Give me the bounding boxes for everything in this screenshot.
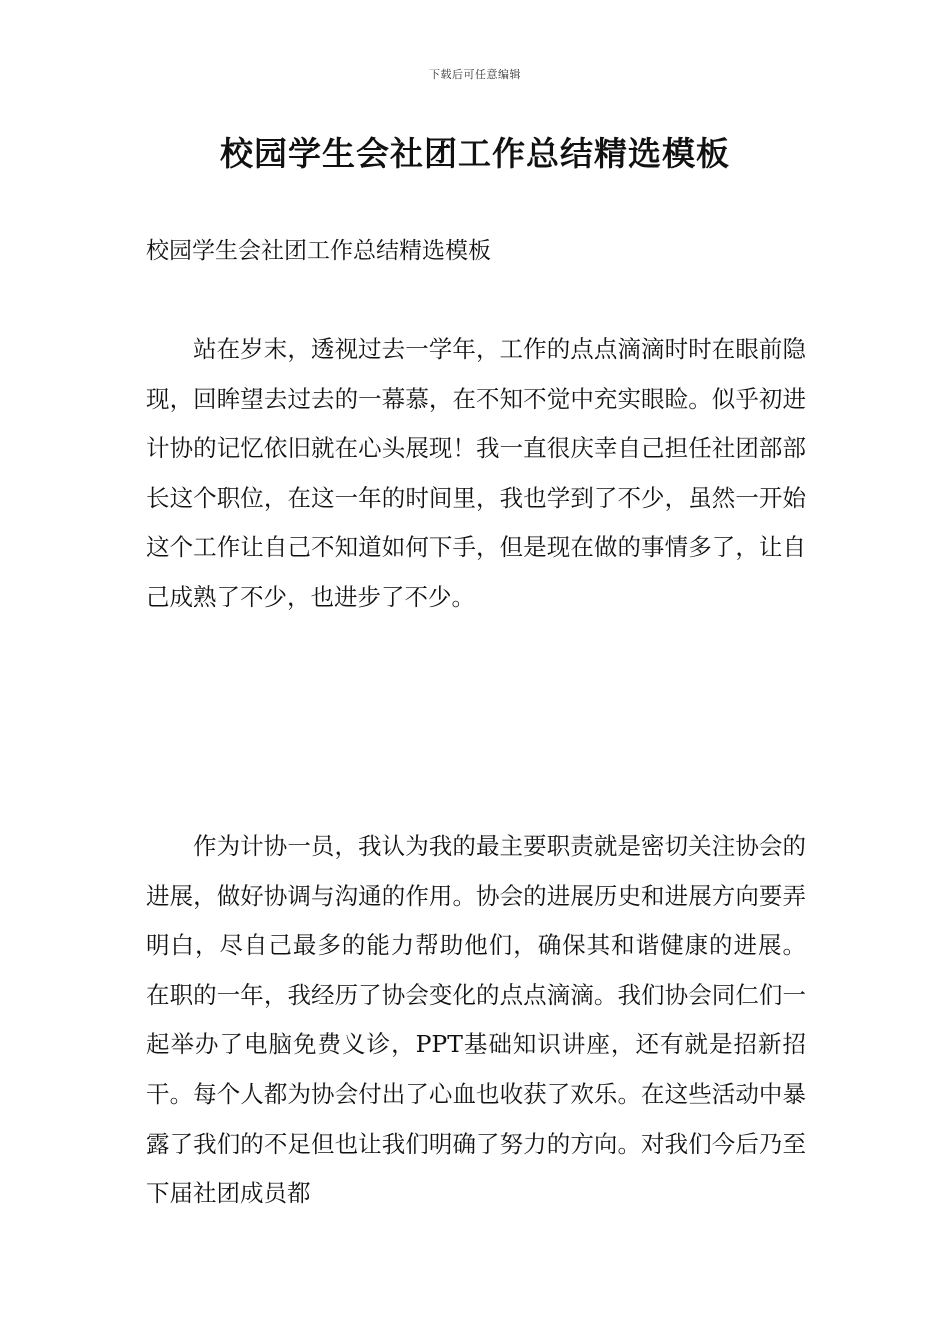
document-subtitle: 校园学生会社团工作总结精选模板 <box>146 238 491 264</box>
document-title: 校园学生会社团工作总结精选模板 <box>220 134 730 173</box>
body-paragraph-1: 站在岁末，透视过去一学年，工作的点点滴滴时时在眼前隐现，回眸望去过去的一幕慕，在不知不觉中充实眼睑。似乎初进计协的记忆依旧就在心头展现！我一直很庆幸自己担任社团部部长这个职位，在这一年的时间里，我也学到了不少，虽然一开始这个工作让自己不知道如何下手，但是现在做的事情多了，让自己成熟了不少，也进步了不少。 <box>146 335 806 611</box>
header-note: 下载后可任意编辑 <box>429 68 521 81</box>
body-paragraph-2: 作为计协一员，我认为我的最主要职责就是密切关注协会的进展，做好协调与沟通的作用。协会的进展历史和进展方向要弄明白，尽自己最多的能力帮助他们，确保其和谐健康的进展。 在职的一年，我经历了协会变化的点点滴滴。我们协会同仁们一起举办了电脑免费义诊，PPT基础知识讲座，还有就是招新招干。每个人都为协会付出了心血也收获了欢乐。在这些活动中暴露了我们的不足但也让我们明确了努力的方向。对我们今后乃至下届社团成员都 <box>146 832 806 1208</box>
